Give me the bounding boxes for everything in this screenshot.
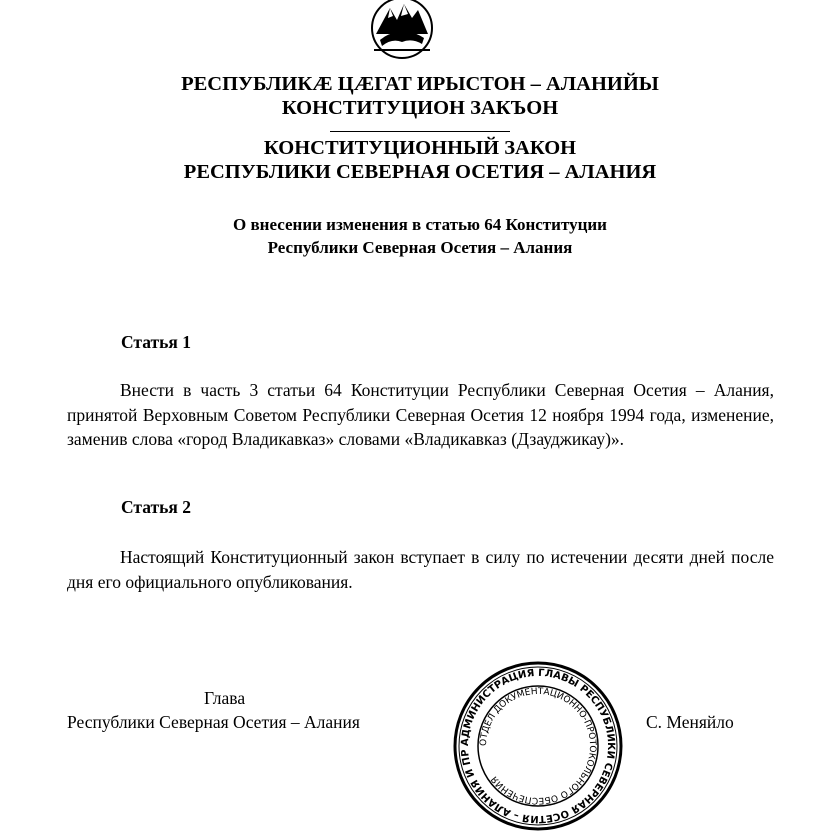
seal-inner-text: ОТДЕЛ ДОКУМЕНТАЦИОННО-ПРОТОКОЛЬНОГО ОБЕСПЕЧЕНИЯ	[478, 686, 598, 806]
coat-of-arms-emblem	[366, 0, 438, 60]
article-2-text: Настоящий Конституционный закон вступает в силу по истечении десяти дней после дня его официального опубликования.	[67, 547, 774, 592]
law-subject-line1: О внесении изменения в статью 64 Конституции	[233, 215, 607, 234]
header-divider	[330, 131, 510, 132]
seal-outer-text: АДМИНИСТРАЦИЯ ГЛАВЫ РЕСПУБЛИКИ СЕВЕРНАЯ ОСЕТИЯ – АЛАНИЯ И ПР	[459, 667, 617, 825]
seal-stamp-icon	[452, 660, 624, 832]
header-republic-russian: РЕСПУБЛИКИ СЕВЕРНАЯ ОСЕТИЯ – АЛАНИЯ	[183, 161, 657, 183]
law-subject-line2: Республики Северная Осетия – Алания	[267, 238, 573, 257]
article-2-heading: Статья 2	[121, 497, 191, 517]
header-law-type-ossetian: КОНСТИТУЦИОН ЗАКЪОН	[281, 97, 559, 119]
article-1-heading: Статья 1	[121, 332, 191, 352]
header-title-ossetian: РЕСПУБЛИКӔ ЦӔГАТ ИРЫСТОН – АЛАНИЙЫ	[181, 73, 659, 95]
signatory-title-line2: Республики Северная Осетия – Алания	[67, 712, 360, 732]
svg-text:ОТДЕЛ ДОКУМЕНТАЦИОННО-ПРОТОКОЛ	[479, 687, 597, 805]
header-law-type-russian: КОНСТИТУЦИОННЫЙ ЗАКОН	[263, 137, 577, 159]
leopard-mountains-icon	[366, 0, 438, 60]
article-1-text: Внести в часть 3 статьи 64 Конституции Республики Северная Осетия – Алания, принятой Верховным Советом Республики Северная Осетия 12 ноября 1994 года, изменение, заменив слова «город Владикавказ» словами «Владикавказ (Дзауджикау)».	[67, 380, 774, 449]
signatory-title-line1: Глава	[204, 688, 246, 708]
official-seal	[452, 660, 624, 832]
signatory-name: С. Меняйло	[646, 712, 734, 732]
